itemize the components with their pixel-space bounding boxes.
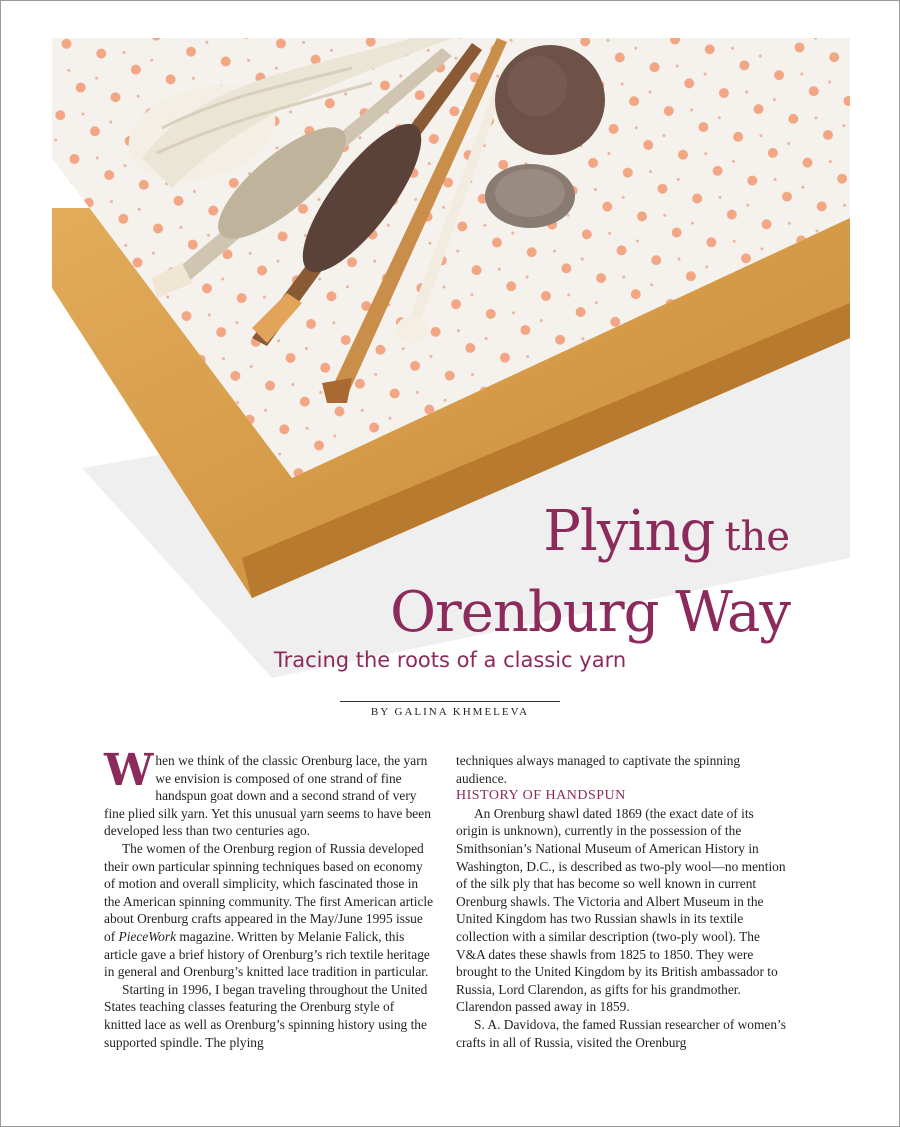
paragraph-5: S. A. Davidova, the famed Russian researcher of women’s crafts in all of Russia, visited the Orenburg	[456, 1016, 786, 1050]
drop-cap: W	[104, 745, 154, 796]
paragraph-3: Starting in 1996, I began traveling throughout the United States teaching classes featuring the Orenburg style of knitted lace as well as Orenburg’s spinning history using the supported spindle. The plying	[104, 981, 428, 1050]
article-subtitle: Tracing the roots of a classic yarn	[273, 648, 627, 672]
body-column-right	[456, 752, 786, 1051]
paragraph-2	[104, 840, 434, 981]
article-title	[230, 495, 790, 657]
byline: BY GALINA KHMELEVA	[370, 706, 530, 718]
title-word-the: the	[724, 514, 790, 560]
paragraph-2-text: The women of the Orenburg region of Russia developed their own particular spinning techniques based on economy of motion and overall simplicity, which fascinated those in the American spinning community. The first American article about Orenburg crafts appeared in the May/June 1995 issue of	[104, 840, 434, 944]
section-heading: HISTORY OF HANDSPUN	[456, 788, 626, 804]
paragraph-2-end: magazine. Written by Melanie Falick, this article gave a brief history of Orenburg’s rich textile heritage in general and Orenburg’s knitted lace tradition in particular.	[104, 928, 430, 980]
title-line-orenburg-way: Orenburg Way	[390, 580, 790, 645]
paragraph-3-continued: techniques always managed to captivate the spinning audience.	[456, 753, 741, 786]
paragraph-4: An Orenburg shawl dated 1869 (the exact date of its origin is unknown), currently in the possession of the Smithsonian’s National Museum of American History in Washington, D.C., is described as two-ply wool—no mention of the silk ply that has become so well known in current Orenburg shawls. The Victoria and Albert Museum in the United Kingdom has two Russian shawls in its textile collection with a similar description (two-ply wool). The V&A dates these shawls from 1825 to 1850. They were brought to the United Kingdom by its British ambassador to Russia, Lord Clarendon, as gifts for his grandmother. Clarendon passed away in 1859.	[456, 805, 786, 1015]
magazine-title: PieceWork	[118, 928, 177, 944]
body-column-left	[104, 745, 434, 1051]
title-word-plying: Plying	[543, 499, 715, 564]
byline-rule	[340, 701, 560, 702]
paragraph-1-text: hen we think of the classic Orenburg lace, the yarn we envision is composed of one strand of fine handspun goat down and a second strand of very fine plied silk yarn. Yet this unusual yarn seems to have been developed less than two centuries ago.	[104, 753, 431, 839]
paragraph-1	[104, 745, 434, 840]
